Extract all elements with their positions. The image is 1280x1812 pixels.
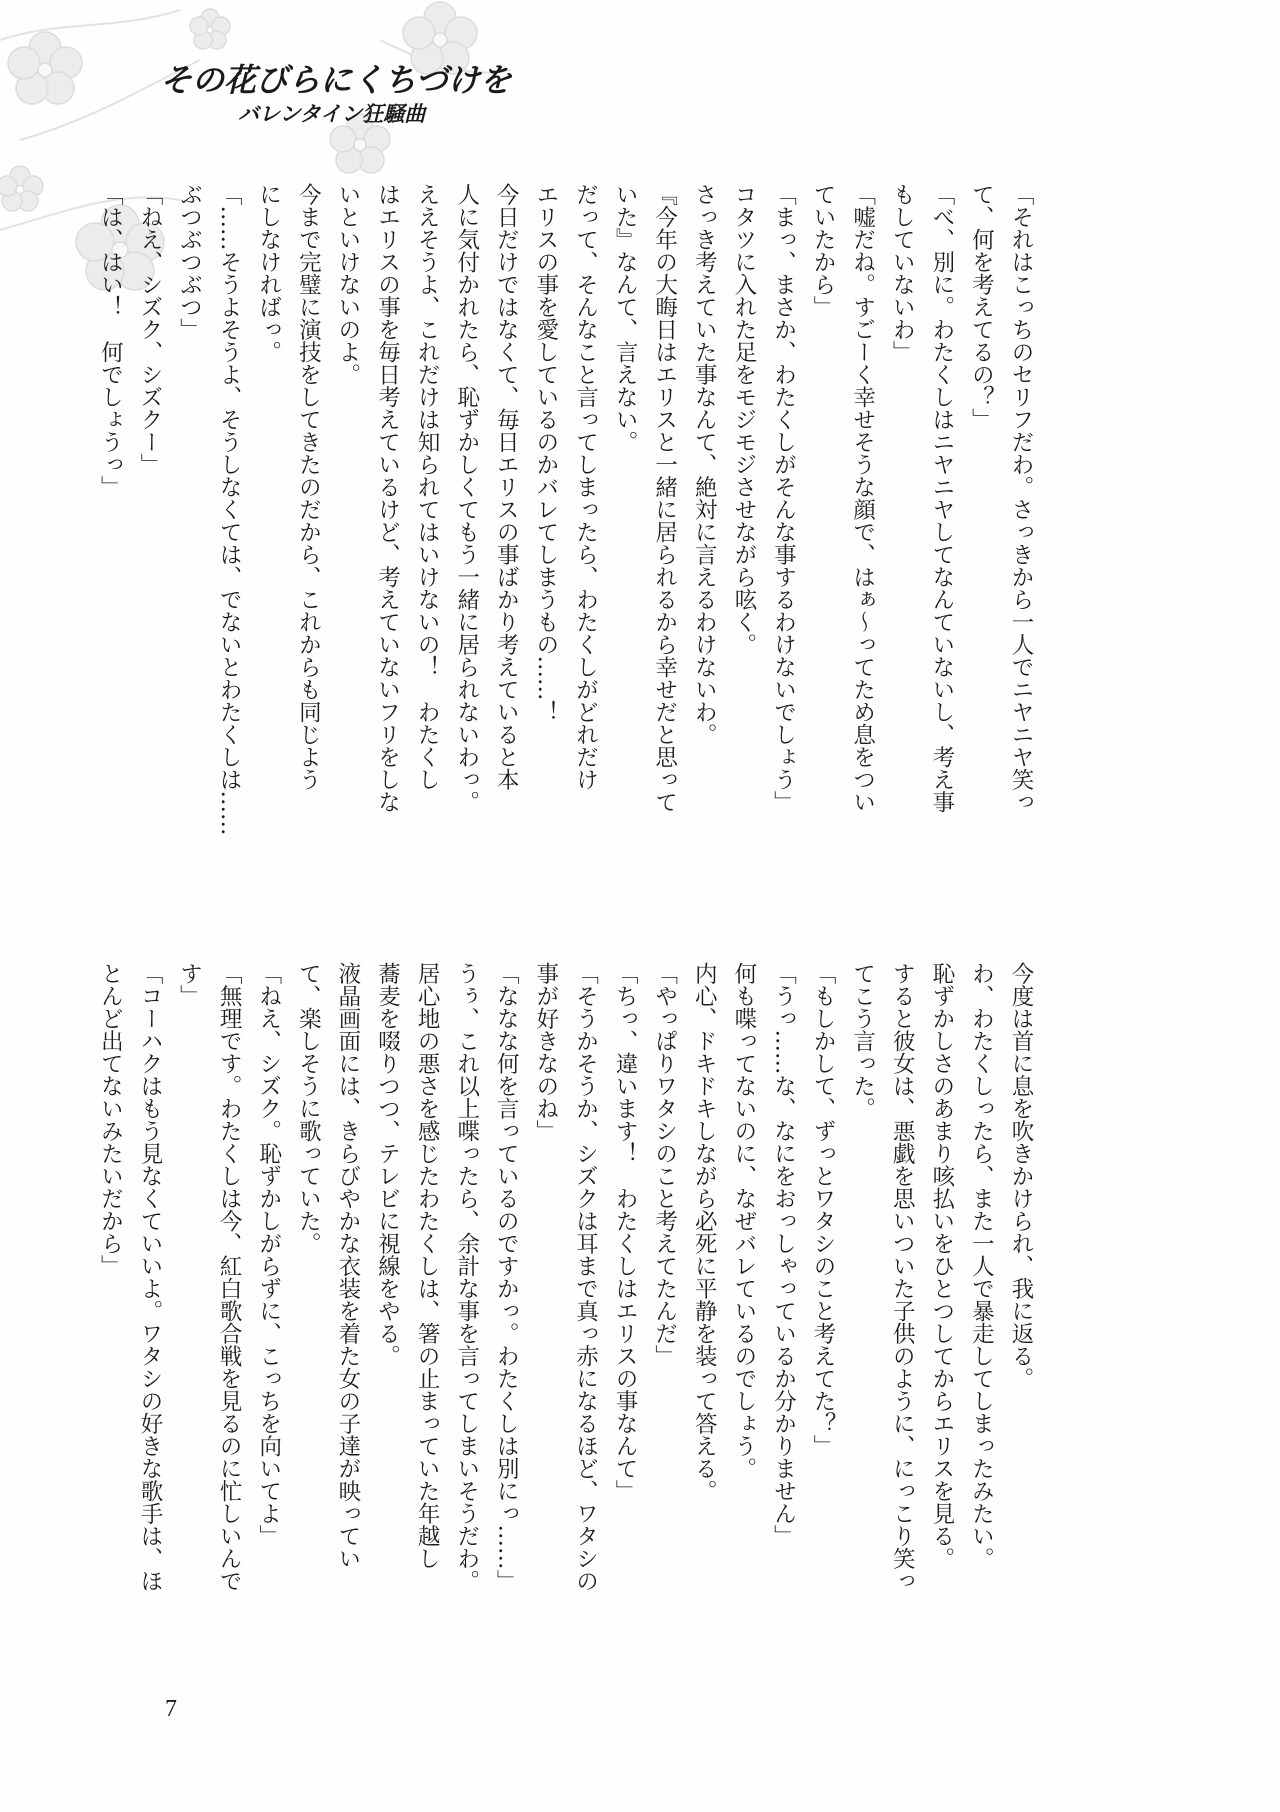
book-title: その花びらにくちづけを [160, 61, 512, 99]
text-line: だって、そんなこと言ってしまったら、わたくしがどれだけ [572, 183, 599, 791]
text-line: 「無理です。わたくしは今、紅白歌合戦を見るのに忙しいんで [216, 962, 243, 1592]
text-line: 「まっ、まさか、わたくしがそんな事するわけないでしょう」 [770, 183, 797, 813]
text-line: 蕎麦を啜りつつ、テレビに視線をやる。 [374, 962, 401, 1367]
text-line: 「ちっ、違います！ わたくしはエリスの事なんて」 [612, 962, 639, 1502]
text-line: 内心、ドキドキしながら必死に平静を装って答える。 [691, 962, 718, 1502]
text-line: ぶつぶつぶつ」 [176, 183, 203, 341]
text-line: はエリスの事を毎日考えているけど、考えていないフリをしな [374, 183, 401, 813]
text-line: コタツに入れた足をモジモジさせながら呟く。 [730, 183, 757, 656]
text-line: 「ねえ、シズク。恥ずかしがらずに、こっちを向いてよ」 [255, 962, 282, 1547]
text-line: 人に気付かれたら、恥ずかしくてもう一緒に居られないわっ。 [453, 183, 480, 813]
text-line: 今日だけではなくて、毎日エリスの事ばかり考えていると本 [493, 183, 520, 791]
text-line: 「べ、別に。わたくしはニヤニヤしてなんていないし、考え事 [928, 183, 955, 813]
text-line: さっき考えていた事なんて、絶対に言えるわけないわ。 [691, 183, 718, 746]
text-line: 「……そうよそうよ、そうしなくては、でないとわたくしは…… [216, 183, 243, 836]
text-line: わ、わたくしったら、また一人で暴走してしまったみたい。 [968, 962, 995, 1570]
text-block-top [97, 183, 1040, 923]
text-line: 「それはこっちのセリフだわ。さっきから一人でニヤニヤ笑っ [1008, 183, 1034, 813]
text-line: 「嘘だね。すごーく幸せそうな顔で、はぁ～ってため息をつい [849, 183, 876, 813]
text-line: 居心地の悪さを感じたわたくしは、箸の止まっていた年越し [414, 962, 441, 1570]
text-line: ていたから」 [810, 183, 837, 318]
text-line: にしなければっ。 [255, 183, 282, 363]
text-line: 「コーハクはもう見なくていいよ。ワタシの好きな歌手は、ほ [136, 962, 163, 1592]
text-line: 「やっぱりワタシのこと考えてたんだ」 [651, 962, 678, 1367]
book-title-header [160, 55, 512, 135]
text-line: 「ねえ、シズク、シズクー」 [136, 183, 163, 476]
text-line: 「そうかそうか、シズクは耳まで真っ赤になるほど、ワタシの [572, 962, 599, 1592]
text-line: ええそうよ、これだけは知られてはいけないの！ わたくし [414, 183, 441, 791]
text-line: エリスの事を愛しているのかバレてしまうもの……！ [532, 183, 559, 723]
text-line: すると彼女は、悪戯を思いついた子供のように、にっこり笑っ [889, 962, 916, 1592]
text-line: 「うっ……な、なにをおっしゃっているか分かりません」 [770, 962, 797, 1547]
text-line: とんど出てないみたいだから」 [97, 962, 124, 1277]
text-line: いといけないのよ。 [334, 183, 361, 386]
text-line: いた』なんて、言えない。 [612, 183, 639, 453]
text-line: うぅ、これ以上喋ったら、余計な事を言ってしまいそうだわ。 [453, 962, 480, 1592]
text-line: て、何を考えてるの？」 [968, 183, 995, 431]
text-line: 「ななな何を言っているのですかっ。わたくしは別にっ……」 [493, 962, 520, 1592]
text-line: 何も喋ってないのに、なぜバレているのでしょう。 [730, 962, 757, 1480]
text-line: てこう言った。 [849, 962, 876, 1120]
page-number: 7 [165, 1696, 177, 1722]
text-line: 今度は首に息を吹きかけられ、我に返る。 [1008, 962, 1034, 1390]
text-line: 『今年の大晦日はエリスと一緒に居られるから幸せだと思って [651, 183, 678, 813]
text-line: もしていないわ」 [889, 183, 916, 363]
text-line: 今まで完璧に演技をしてきたのだから、これからも同じよう [295, 183, 322, 791]
text-line: 液晶画面には、きらびやかな衣装を着た女の子達が映ってい [334, 962, 361, 1570]
text-line: 恥ずかしさのあまり咳払いをひとつしてからエリスを見る。 [928, 962, 955, 1570]
book-subtitle: バレンタイン狂騒曲 [238, 102, 426, 126]
text-line: す」 [176, 962, 203, 1007]
text-line: 事が好きなのね」 [532, 962, 559, 1142]
text-line: て、楽しそうに歌っていた。 [295, 962, 322, 1255]
text-line: 「もしかして、ずっとワタシのこと考えてた？」 [810, 962, 837, 1457]
text-block-bottom [97, 962, 1040, 1702]
text-line: 「は、はい！ 何でしょうっ」 [97, 183, 124, 498]
